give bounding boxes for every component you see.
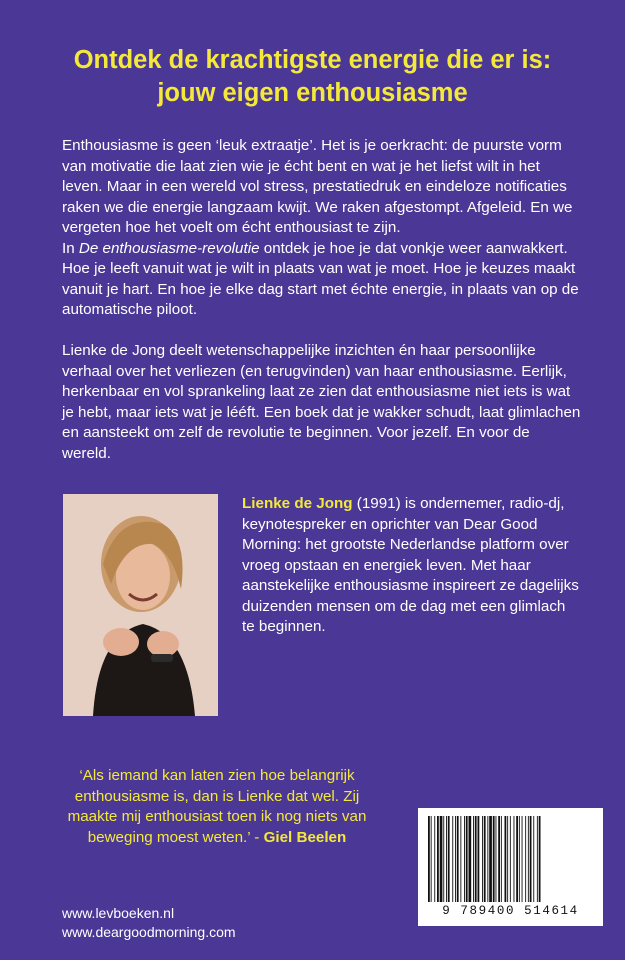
barcode-bar [514, 816, 515, 902]
author-photo [63, 494, 218, 716]
barcode-bar [464, 816, 465, 902]
barcode-bar [434, 816, 435, 902]
barcode-bar [460, 816, 461, 902]
author-bio-text: (1991) is ondernemer, radio-dj, keynotespreker en oprichter van Dear Good Morning: het grootste Nederlandse platform over vroeg opstaan en energiek leven. Met haar aanstekelijke enthousiasme inspireert ze dagelijks duizenden mensen om de dag met een glimlach te beginnen. [242, 495, 579, 635]
barcode-bar [519, 816, 520, 902]
barcode-bar [501, 816, 502, 902]
barcode-bar [489, 816, 492, 902]
intro-paragraph-2-prefix: In [62, 239, 79, 257]
barcode-bar [452, 816, 453, 902]
barcode-bar [482, 816, 483, 902]
isbn-barcode [418, 808, 603, 926]
barcode-bar [473, 816, 474, 902]
headline [30, 44, 595, 110]
headline-line-1: Ontdek de krachtigste energie die er is: [73, 46, 552, 74]
barcode-bar [428, 816, 430, 902]
barcode-bar [522, 816, 523, 902]
intro-paragraph-2 [62, 239, 582, 321]
barcode-bar [516, 816, 518, 902]
barcode-bars [426, 816, 595, 902]
quote-author: Giel Beelen [263, 828, 347, 846]
barcode-bar [533, 816, 534, 902]
barcode-bar [448, 816, 450, 902]
barcode-bar [475, 816, 477, 902]
barcode-bar [507, 816, 508, 902]
barcode-bar [446, 816, 447, 902]
headline-line-2: jouw eigen enthousiasme [157, 79, 468, 107]
websites [62, 904, 236, 942]
barcode-bar [528, 816, 529, 902]
author-name: Lienke de Jong [242, 495, 353, 512]
barcode-bar [437, 816, 439, 902]
barcode-bar [493, 816, 495, 902]
book-title: De enthousiasme-revolutie [78, 239, 260, 257]
barcode-bar [498, 816, 500, 902]
barcode-bar [443, 816, 444, 902]
author-portrait-illustration [63, 494, 218, 716]
barcode-bar [505, 816, 507, 902]
barcode-bar [457, 816, 459, 902]
endorsement-quote [62, 766, 372, 848]
barcode-bar [431, 816, 432, 902]
barcode-bar [469, 816, 472, 902]
barcode-bar [455, 816, 456, 902]
barcode-bar [478, 816, 480, 902]
barcode-bar [496, 816, 497, 902]
intro-text [62, 136, 582, 464]
intro-paragraph-3: Lienke de Jong deelt wetenschappelijke inzichten én haar persoonlijke verhaal over het verliezen (en terugvinden) van haar enthousiasme. Eerlijk, herkenbaar en vol sprankeling laat ze zien dat enthousiasme niet iets is wat je hebt, maar iets wat je lééft. Een boek dat je wakker schudt, laat glimlachen en aansteekt om zelf de revolutie te beginnen. Voor jezelf. En voor de wereld. [62, 342, 581, 462]
barcode-bar [539, 816, 541, 902]
paragraph-spacer [62, 321, 582, 342]
barcode-bar [537, 816, 538, 902]
isbn-number: 9 789400 514614 [442, 904, 579, 918]
author-bio [242, 494, 582, 638]
barcode-bar [510, 816, 511, 902]
barcode-bar [487, 816, 488, 902]
website-levboeken: www.levboeken.nl [62, 905, 175, 921]
barcode-bar [484, 816, 486, 902]
barcode-bar [440, 816, 443, 902]
intro-paragraph-2-rest: ontdek je hoe je dat vonkje weer aanwakkert. Hoe je leeft vanuit wat je wilt in plaats van wat je moet. Hoe je keuzes maakt vanuit je hart. En hoe je elke dag start met échte energie, in plaats van op de automatische piloot. [62, 239, 579, 318]
quote-text: ‘Als iemand kan laten zien hoe belangrijk enthousiasme is, dan is Lienke dat wel. Zij maakte mij enthousiast toen ik nog niets van beweging moest weten.’ - [67, 767, 367, 846]
barcode-bar [530, 816, 532, 902]
intro-paragraph-1: Enthousiasme is geen ‘leuk extraatje’. Het is je oerkracht: de puurste vorm van motivatie die laat zien wie je écht bent en wat je het liefst wilt in het leven. Maar in een wereld vol stress, prestatiedruk en eindeloze notificaties raken we die energie langzaam kwijt. We raken afgestompt. Afgeleid. En we vergeten hoe het voelt om écht enthousiast te zijn. [62, 137, 573, 236]
barcode-bar [525, 816, 526, 902]
website-deargoodmorning: www.deargoodmorning.com [62, 924, 236, 940]
barcode-bar [466, 816, 468, 902]
